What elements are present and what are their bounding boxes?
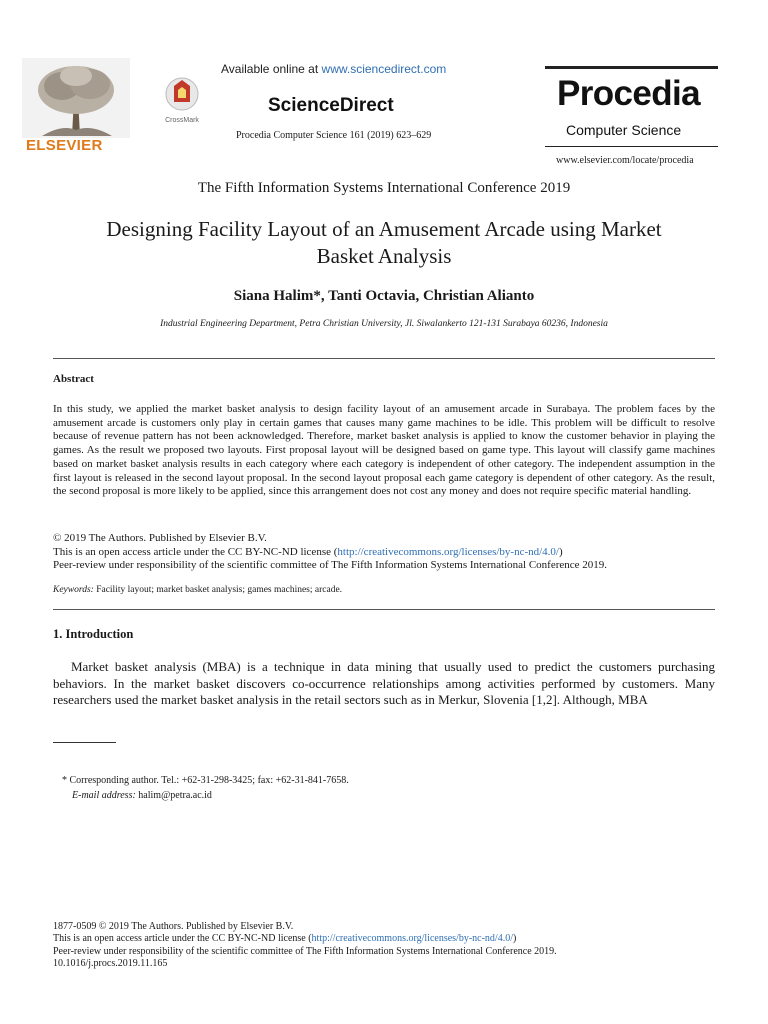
license-link[interactable]: http://creativecommons.org/licenses/by-nc-nd/4.0/	[337, 545, 559, 558]
bottom-license-line	[53, 933, 733, 945]
elsevier-wordmark: ELSEVIER	[26, 137, 103, 154]
license-prefix: This is an open access article under the CC BY-NC-ND license (	[53, 545, 338, 558]
peer-review-line: Peer-review under responsibility of the scientific committee of The Fifth Information Systems International Conference 2019.	[53, 559, 608, 572]
license-suffix: )	[559, 545, 563, 558]
email-address[interactable]: halim@petra.ac.id	[135, 790, 212, 801]
conference-name: The Fifth Information Systems International Conference 2019	[197, 180, 571, 196]
bottom-license-suffix: )	[512, 933, 517, 945]
email-label: E-mail address:	[72, 790, 136, 801]
available-online-line	[221, 62, 446, 76]
bottom-peer-review-line: Peer-review under responsibility of the scientific committee of The Fifth Information Systems International Conference 2019.	[53, 945, 557, 957]
license-line	[53, 546, 715, 560]
author-list: Siana Halim*, Tanti Octavia, Christian Alianto	[233, 288, 535, 304]
keywords-label: Keywords:	[53, 585, 94, 595]
procedia-subtitle: Computer Science	[566, 122, 682, 138]
abstract-license-block	[53, 532, 715, 573]
introduction-body: Market basket analysis (MBA) is a technique in data mining that usually used to predict the customers purchasing behaviors. In the market basket discovers co-occurrence relationships among activities performed by customers. Many researchers used the market basket analysis in the retail sectors such as in Merkur, Slovenia [1,2]. Although, MBA	[53, 659, 715, 707]
bottom-publication-info	[53, 921, 733, 970]
elsevier-locate-url[interactable]: www.elsevier.com/locate/procedia	[556, 155, 694, 166]
available-prefix: Available online at	[221, 62, 322, 76]
paper-title-line2: Basket Analysis	[316, 244, 452, 268]
sciencedirect-link[interactable]: www.sciencedirect.com	[321, 62, 447, 76]
paper-title-line1: Designing Facility Layout of an Amusement Arcade using Market	[106, 217, 662, 241]
affiliation: Industrial Engineering Department, Petra Christian University, Jl. Siwalankerto 121-131 Surabaya 60236, Indonesia	[160, 319, 608, 329]
introduction-heading: 1. Introduction	[53, 627, 134, 641]
journal-reference: Procedia Computer Science 161 (2019) 623–629	[236, 130, 432, 141]
keywords-list: Facility layout; market basket analysis; games machines; arcade.	[93, 585, 343, 595]
copyright-line: © 2019 The Authors. Published by Elsevier B.V.	[53, 532, 267, 544]
issn-line: 1877-0509 © 2019 The Authors. Published by Elsevier B.V.	[53, 921, 294, 932]
divider	[53, 609, 715, 610]
procedia-title: Procedia	[557, 74, 701, 113]
keywords-line	[53, 585, 342, 595]
divider	[53, 358, 715, 359]
sciencedirect-brand: ScienceDirect	[268, 95, 394, 116]
abstract-heading: Abstract	[53, 373, 94, 385]
crossmark-logo[interactable]	[160, 76, 204, 126]
bottom-license-prefix: This is an open access article under the CC BY-NC-ND license (	[53, 933, 312, 945]
crossmark-label: CrossMark	[165, 117, 199, 124]
bottom-license-link[interactable]: http://creativecommons.org/licenses/by-nc-nd/4.0/	[311, 933, 513, 945]
email-footnote	[72, 790, 212, 801]
abstract-body: In this study, we applied the market basket analysis to design facility layout of an amusement arcade in Surabaya. The problem faces by the amusement arcade is customers only play in certain games that causes many game machines to be idle. This problem will be difficult to resolve because of revenue pattern has not been acknowledged. Therefore, market basket analysis is applied to know the customer behavior in playing the games. As the result we proposed two layouts. First proposal layout will be designed based on game type. This layout will classify game machines based on market basket analysis results in each category where each category is independent of other category. The independent assumption in the first layout is released in the second layout proposal. In the second layout proposal each game category is dependent of other category. As the result, the second proposal is more likely to be applied, since this arrangement does not cost any money and does not require specific material handling.	[53, 403, 715, 498]
footnote-rule	[53, 742, 116, 743]
paper-title	[40, 216, 728, 270]
doi-line[interactable]: 10.1016/j.procs.2019.11.165	[53, 957, 168, 969]
corresponding-author-footnote: * Corresponding author. Tel.: +62-31-298-3425; fax: +62-31-841-7658.	[62, 775, 349, 786]
